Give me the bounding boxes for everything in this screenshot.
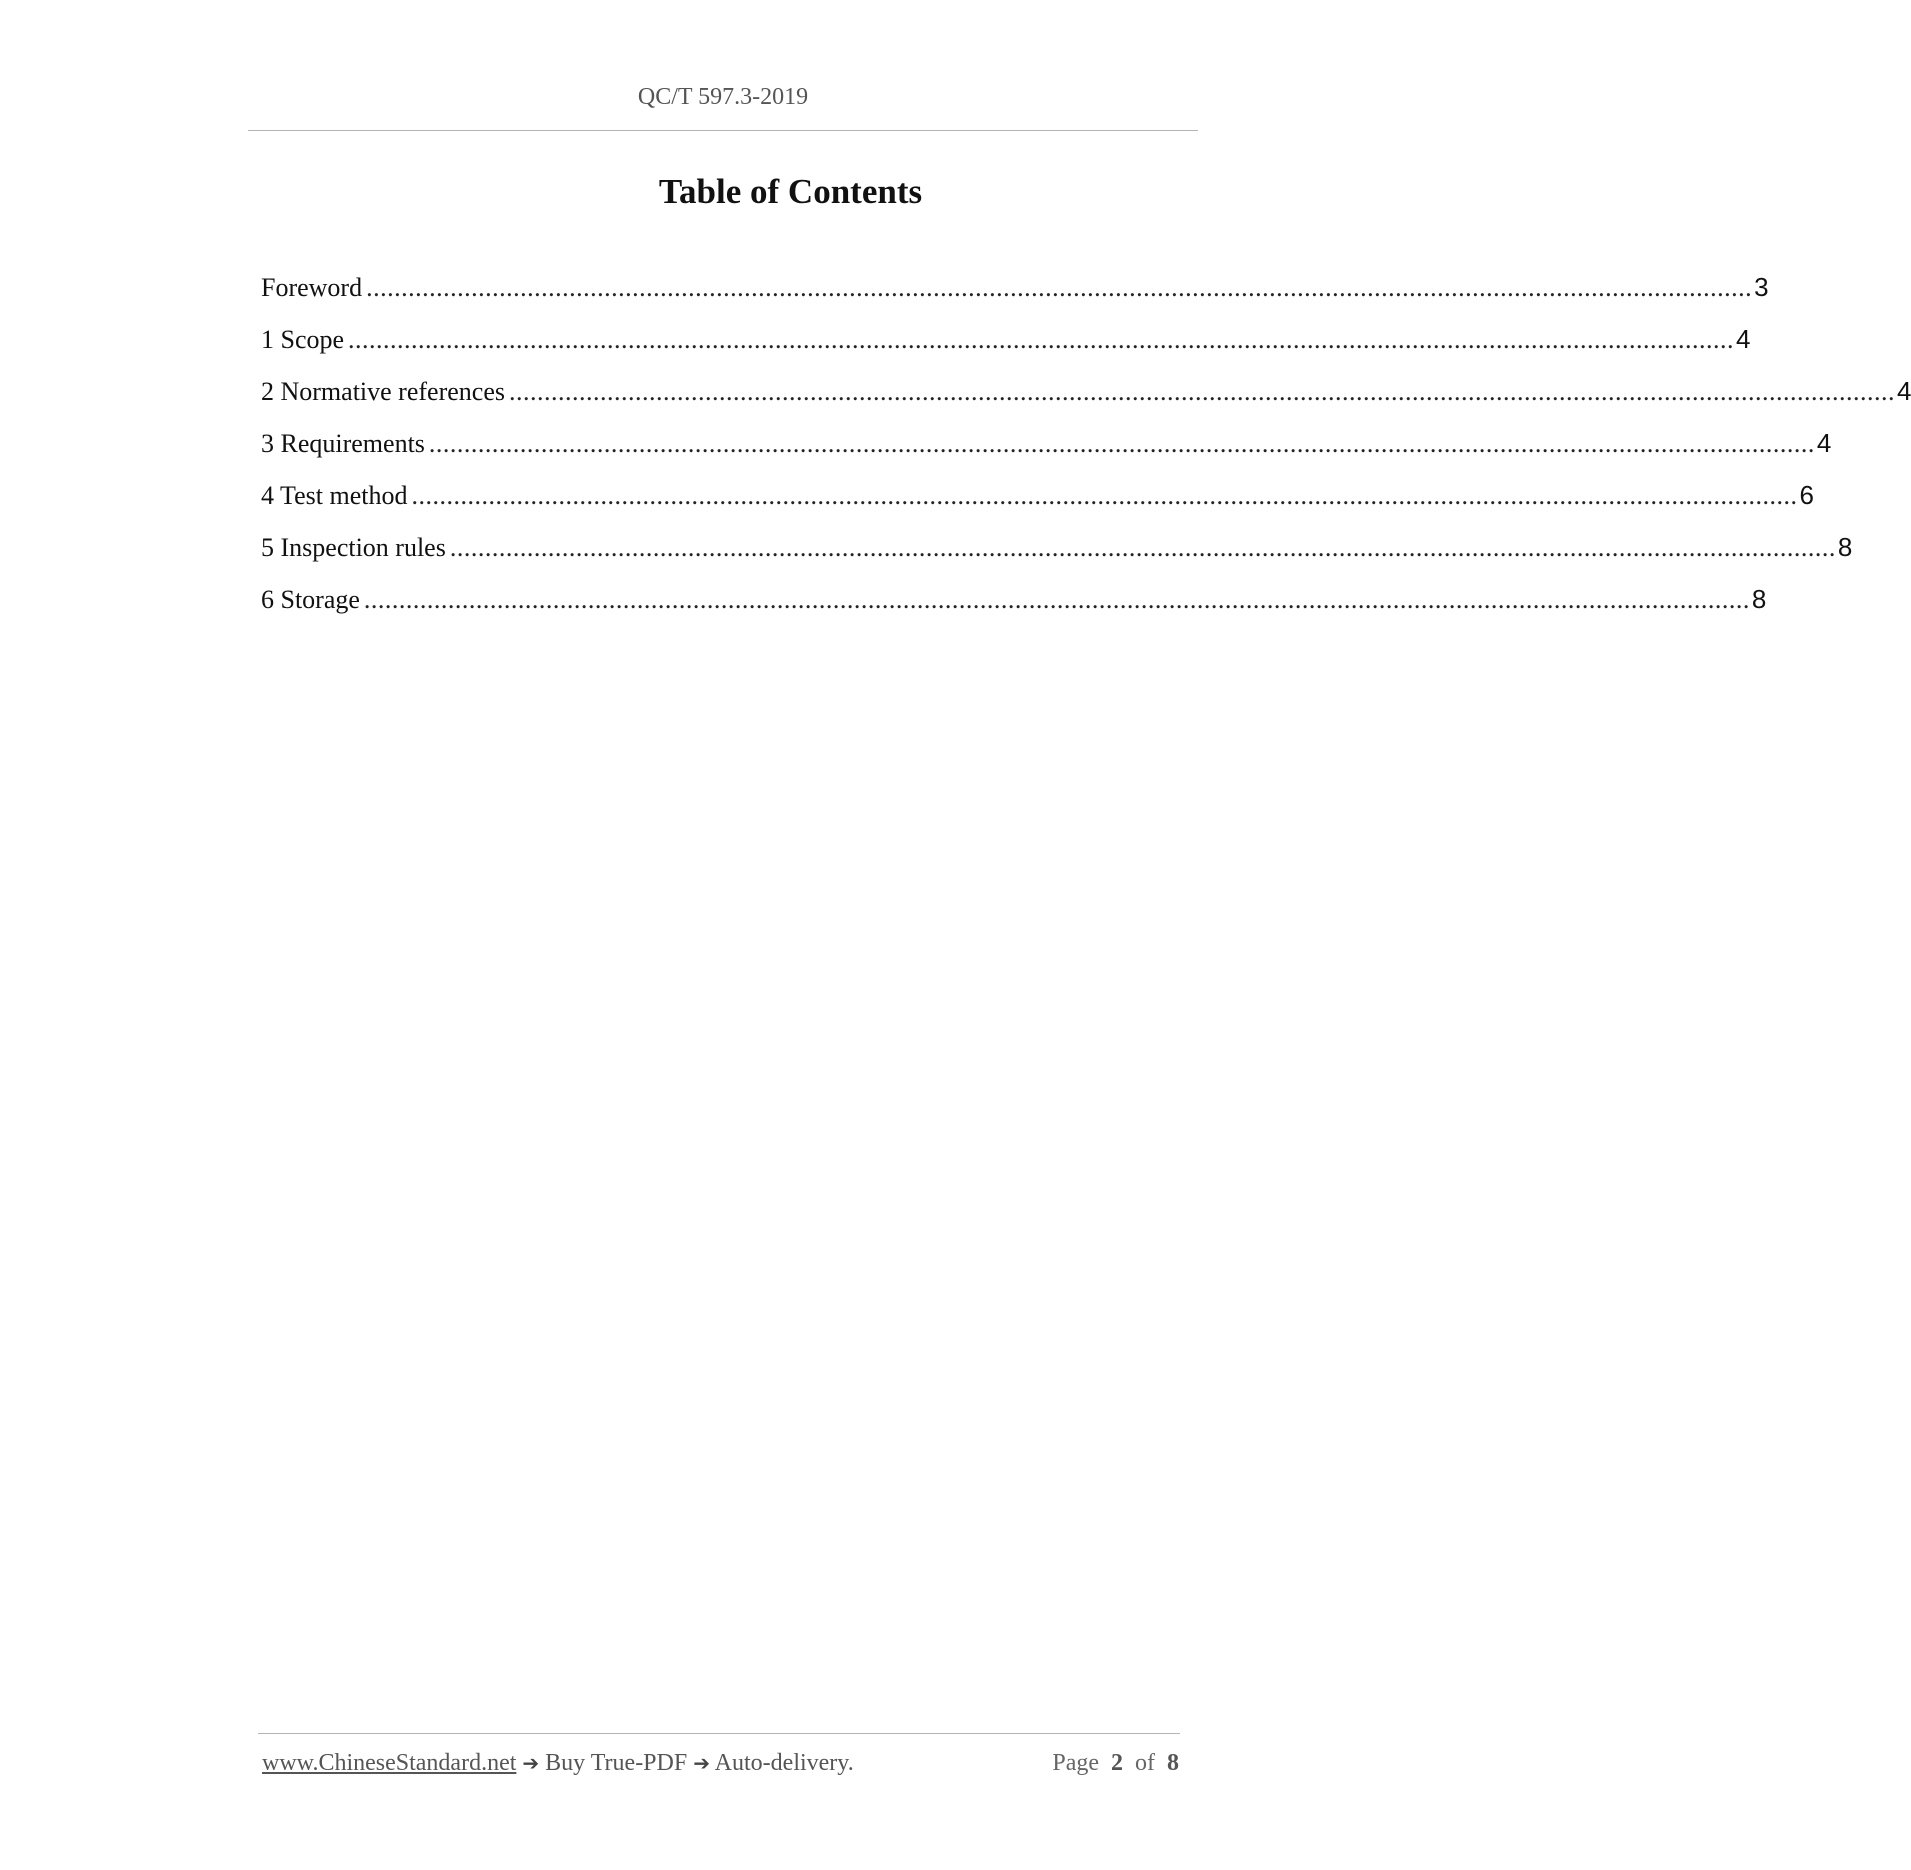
- toc-entry-storage[interactable]: [261, 584, 1767, 636]
- document-code-header: QC/T 597.3-2019: [637, 84, 809, 110]
- toc-dot-leader: ......................................................................................................................................................................................................: [449, 533, 1836, 562]
- toc-entry-page: 3: [1754, 272, 1769, 302]
- toc-entry-label: Foreword: [261, 273, 363, 302]
- toc-entry-page: 4: [1816, 428, 1832, 458]
- page-word: Page: [1052, 1750, 1099, 1776]
- toc-entry-label: 5 Inspection rules: [261, 533, 446, 562]
- toc-entry-label: 2 Normative references: [261, 377, 505, 406]
- toc-entry-label: 1 Scope: [261, 325, 345, 354]
- toc-dot-leader: ......................................................................................................................................................................................................: [411, 481, 1798, 510]
- footer-divider: [258, 1733, 1180, 1734]
- footer-step-delivery: Auto-delivery.: [714, 1750, 854, 1776]
- page-total: 8: [1167, 1750, 1179, 1776]
- toc-entry-scope[interactable]: [261, 324, 1751, 376]
- toc-entry-test-method[interactable]: [261, 480, 1814, 532]
- page-current: 2: [1111, 1750, 1123, 1776]
- right-arrow-icon: ➔: [693, 1751, 710, 1775]
- toc-dot-leader: ......................................................................................................................................................................................................: [366, 273, 1753, 302]
- right-arrow-icon: ➔: [522, 1751, 540, 1775]
- toc-entry-inspection-rules[interactable]: [261, 532, 1853, 584]
- toc-entry-foreword[interactable]: [261, 272, 1769, 324]
- toc-entry-requirements[interactable]: [261, 428, 1832, 480]
- toc-entry-label: 4 Test method: [261, 481, 408, 510]
- toc-dot-leader: ......................................................................................................................................................................................................: [428, 429, 1815, 458]
- toc-entry-label: 6 Storage: [261, 585, 360, 614]
- site-link[interactable]: www.ChineseStandard.net: [262, 1750, 517, 1776]
- footer-promo: [262, 1750, 854, 1777]
- footer-step-buy: Buy True-PDF: [545, 1750, 688, 1776]
- toc-entry-page: 8: [1751, 584, 1767, 614]
- toc-dot-leader: ......................................................................................................................................................................................................: [508, 377, 1895, 406]
- toc-entry-page: 4: [1736, 324, 1751, 354]
- toc-title: Table of Contents: [658, 172, 923, 211]
- toc-entry-label: 3 Requirements: [261, 429, 425, 458]
- toc-entry-normative-references[interactable]: [261, 376, 1911, 428]
- of-word: of: [1135, 1750, 1155, 1776]
- toc-entry-page: 8: [1837, 532, 1853, 562]
- toc-list: [261, 272, 1911, 636]
- toc-dot-leader: ......................................................................................................................................................................................................: [348, 325, 1735, 354]
- toc-entry-page: 6: [1799, 480, 1814, 510]
- toc-entry-page: 4: [1896, 376, 1911, 406]
- header-divider: [248, 130, 1198, 131]
- toc-dot-leader: ......................................................................................................................................................................................................: [363, 585, 1750, 614]
- page-indicator: [1052, 1750, 1179, 1777]
